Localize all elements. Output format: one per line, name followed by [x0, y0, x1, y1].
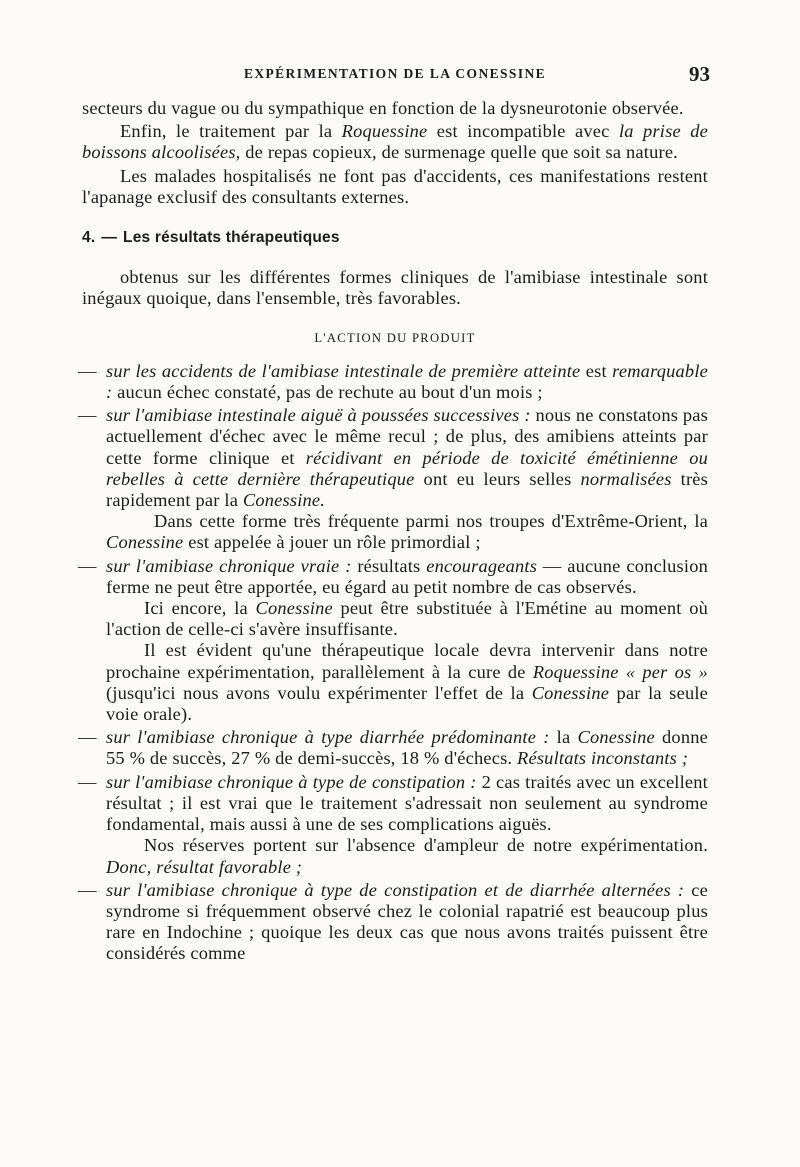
text: Enfin, le traitement par la — [120, 121, 342, 142]
emphasis: sur l'amibiase chronique à type de constipation : — [106, 771, 477, 792]
list-item-paragraph — [82, 835, 708, 877]
paragraph-hospitalized-patients: Les malades hospitalisés ne font pas d'accidents, ces manifestations restent l'apanage exclusif des consultants externes. — [82, 165, 708, 207]
page-number: 93 — [689, 62, 710, 86]
text: Dans cette forme très fréquente parmi nos troupes d'Extrême-Orient, la — [154, 511, 708, 532]
emphasis: Roquessine « per os » — [532, 661, 708, 682]
emphasis: Roquessine — [341, 121, 428, 142]
running-title: EXPÉRIMENTATION DE LA CONESSINE — [243, 66, 547, 81]
text: — aucune conclusion ferme ne peut être apportée, eu égard au petit nombre de cas observés. — [106, 555, 709, 597]
text: aucun échec constaté, pas de rechute au bout d'un mois ; — [112, 382, 543, 403]
list-item — [78, 405, 709, 511]
list-dash: — — [78, 879, 97, 900]
text: peut être substituée à l'Emétine au moment où l'action de celle-ci s'avère insuffisante. — [106, 598, 708, 640]
text: très rapidement par la — [106, 468, 709, 511]
list-item — [78, 771, 708, 836]
text: (jusqu'ici nous avons voulu expérimenter l'effet de la — [106, 682, 532, 703]
emphasis: sur l'amibiase chronique à type diarrhée prédominante : — [106, 727, 550, 748]
list-item-paragraph — [82, 598, 708, 640]
emphasis: Conessine — [106, 532, 184, 553]
emphasis: sur l'amibiase intestinale aiguë à poussées successives : — [106, 405, 531, 426]
list-dash: — — [78, 771, 97, 792]
text: est appelée à jouer un rôle primordial ; — [183, 532, 481, 553]
emphasis: la prise de boissons alcoolisées, — [82, 121, 708, 163]
text: Ici encore, la — [144, 598, 256, 619]
list-item — [78, 879, 709, 965]
list-item — [78, 360, 708, 403]
list-item — [78, 727, 708, 769]
text: 2 cas traités avec un excellent résultat ; il est vrai que le traitement s'adressait non seulement au syndrome fondamental, mais aussi à une de ses complications aiguës. — [106, 771, 708, 835]
text: est — [580, 360, 613, 381]
list-dash: — — [78, 360, 97, 381]
emphasis: récidivant en période de toxicité émétinienne ou rebelles à cette dernière thérapeutique — [106, 447, 708, 489]
text: ont eu leurs selles — [414, 468, 581, 489]
list-dash: — — [78, 555, 97, 576]
text: résultats — [351, 555, 427, 576]
emphasis: sur l'amibiase chronique à type de constipation et de diarrhée alternées : — [106, 879, 685, 900]
emphasis: Résultats inconstants ; — [517, 748, 689, 769]
emphasis: Donc, résultat favorable ; — [106, 856, 303, 877]
text: de repas copieux, de surmenage quelle que soit sa nature. — [240, 142, 678, 163]
section-heading — [82, 227, 708, 248]
section-dash: — — [101, 229, 118, 247]
emphasis: sur l'amibiase chronique vraie : — [106, 555, 352, 576]
text: Nos réserves portent sur l'absence d'ampleur de notre expérimentation. — [144, 835, 708, 856]
list-item-paragraph — [82, 511, 708, 553]
emphasis: remarquable : — [106, 360, 708, 403]
section-title: Les résultats thérapeutiques — [123, 229, 340, 247]
text: la — [549, 727, 578, 748]
paragraph-roquessine-incompatibility — [82, 121, 708, 163]
list-item — [78, 555, 709, 598]
list-item-paragraph — [82, 640, 708, 725]
section-number: 4. — [82, 229, 96, 247]
emphasis: Conessine. — [242, 490, 326, 511]
text: ce syndrome si fréquemment observé chez le colonial rapatrié est beaucoup plus rare en Indochine ; quoique les deux cas que nous avons traités puissent être considérés comme — [106, 879, 709, 964]
emphasis: encourageants — [426, 555, 538, 576]
text: est incompatible avec — [427, 121, 619, 142]
page-body — [78, 98, 709, 965]
emphasis: normalisées — [580, 468, 672, 489]
text: nous ne constatons pas actuellement d'échec avec le même recul ; de plus, des amibiens atteints par cette forme clinique et — [106, 405, 709, 468]
text: donne 55 % de succès, 27 % de demi-succès, 18 % d'échecs. — [106, 727, 708, 769]
emphasis: Conessine — [577, 727, 655, 748]
emphasis: Conessine — [255, 598, 333, 619]
list-dash: — — [78, 405, 97, 426]
section-intro: obtenus sur les différentes formes cliniques de l'amibiase intestinale sont inégaux quoique, dans l'ensemble, très favorables. — [82, 267, 708, 309]
emphasis: sur les accidents de l'amibiase intestinale de première atteinte — [106, 360, 581, 381]
emphasis: Conessine — [531, 682, 610, 703]
text: Il est évident qu'une thérapeutique locale devra intervenir dans notre prochaine expérimentation, parallèlement à la cure de — [106, 640, 708, 682]
page-header — [80, 62, 710, 88]
paragraph-continuation: secteurs du vague ou du sympathique en fonction de la dysneurotonie observée. — [82, 98, 684, 118]
subheading: L'ACTION DU PRODUIT — [314, 330, 476, 345]
text: par la seule voie orale). — [106, 682, 709, 725]
list-dash: — — [78, 727, 97, 748]
